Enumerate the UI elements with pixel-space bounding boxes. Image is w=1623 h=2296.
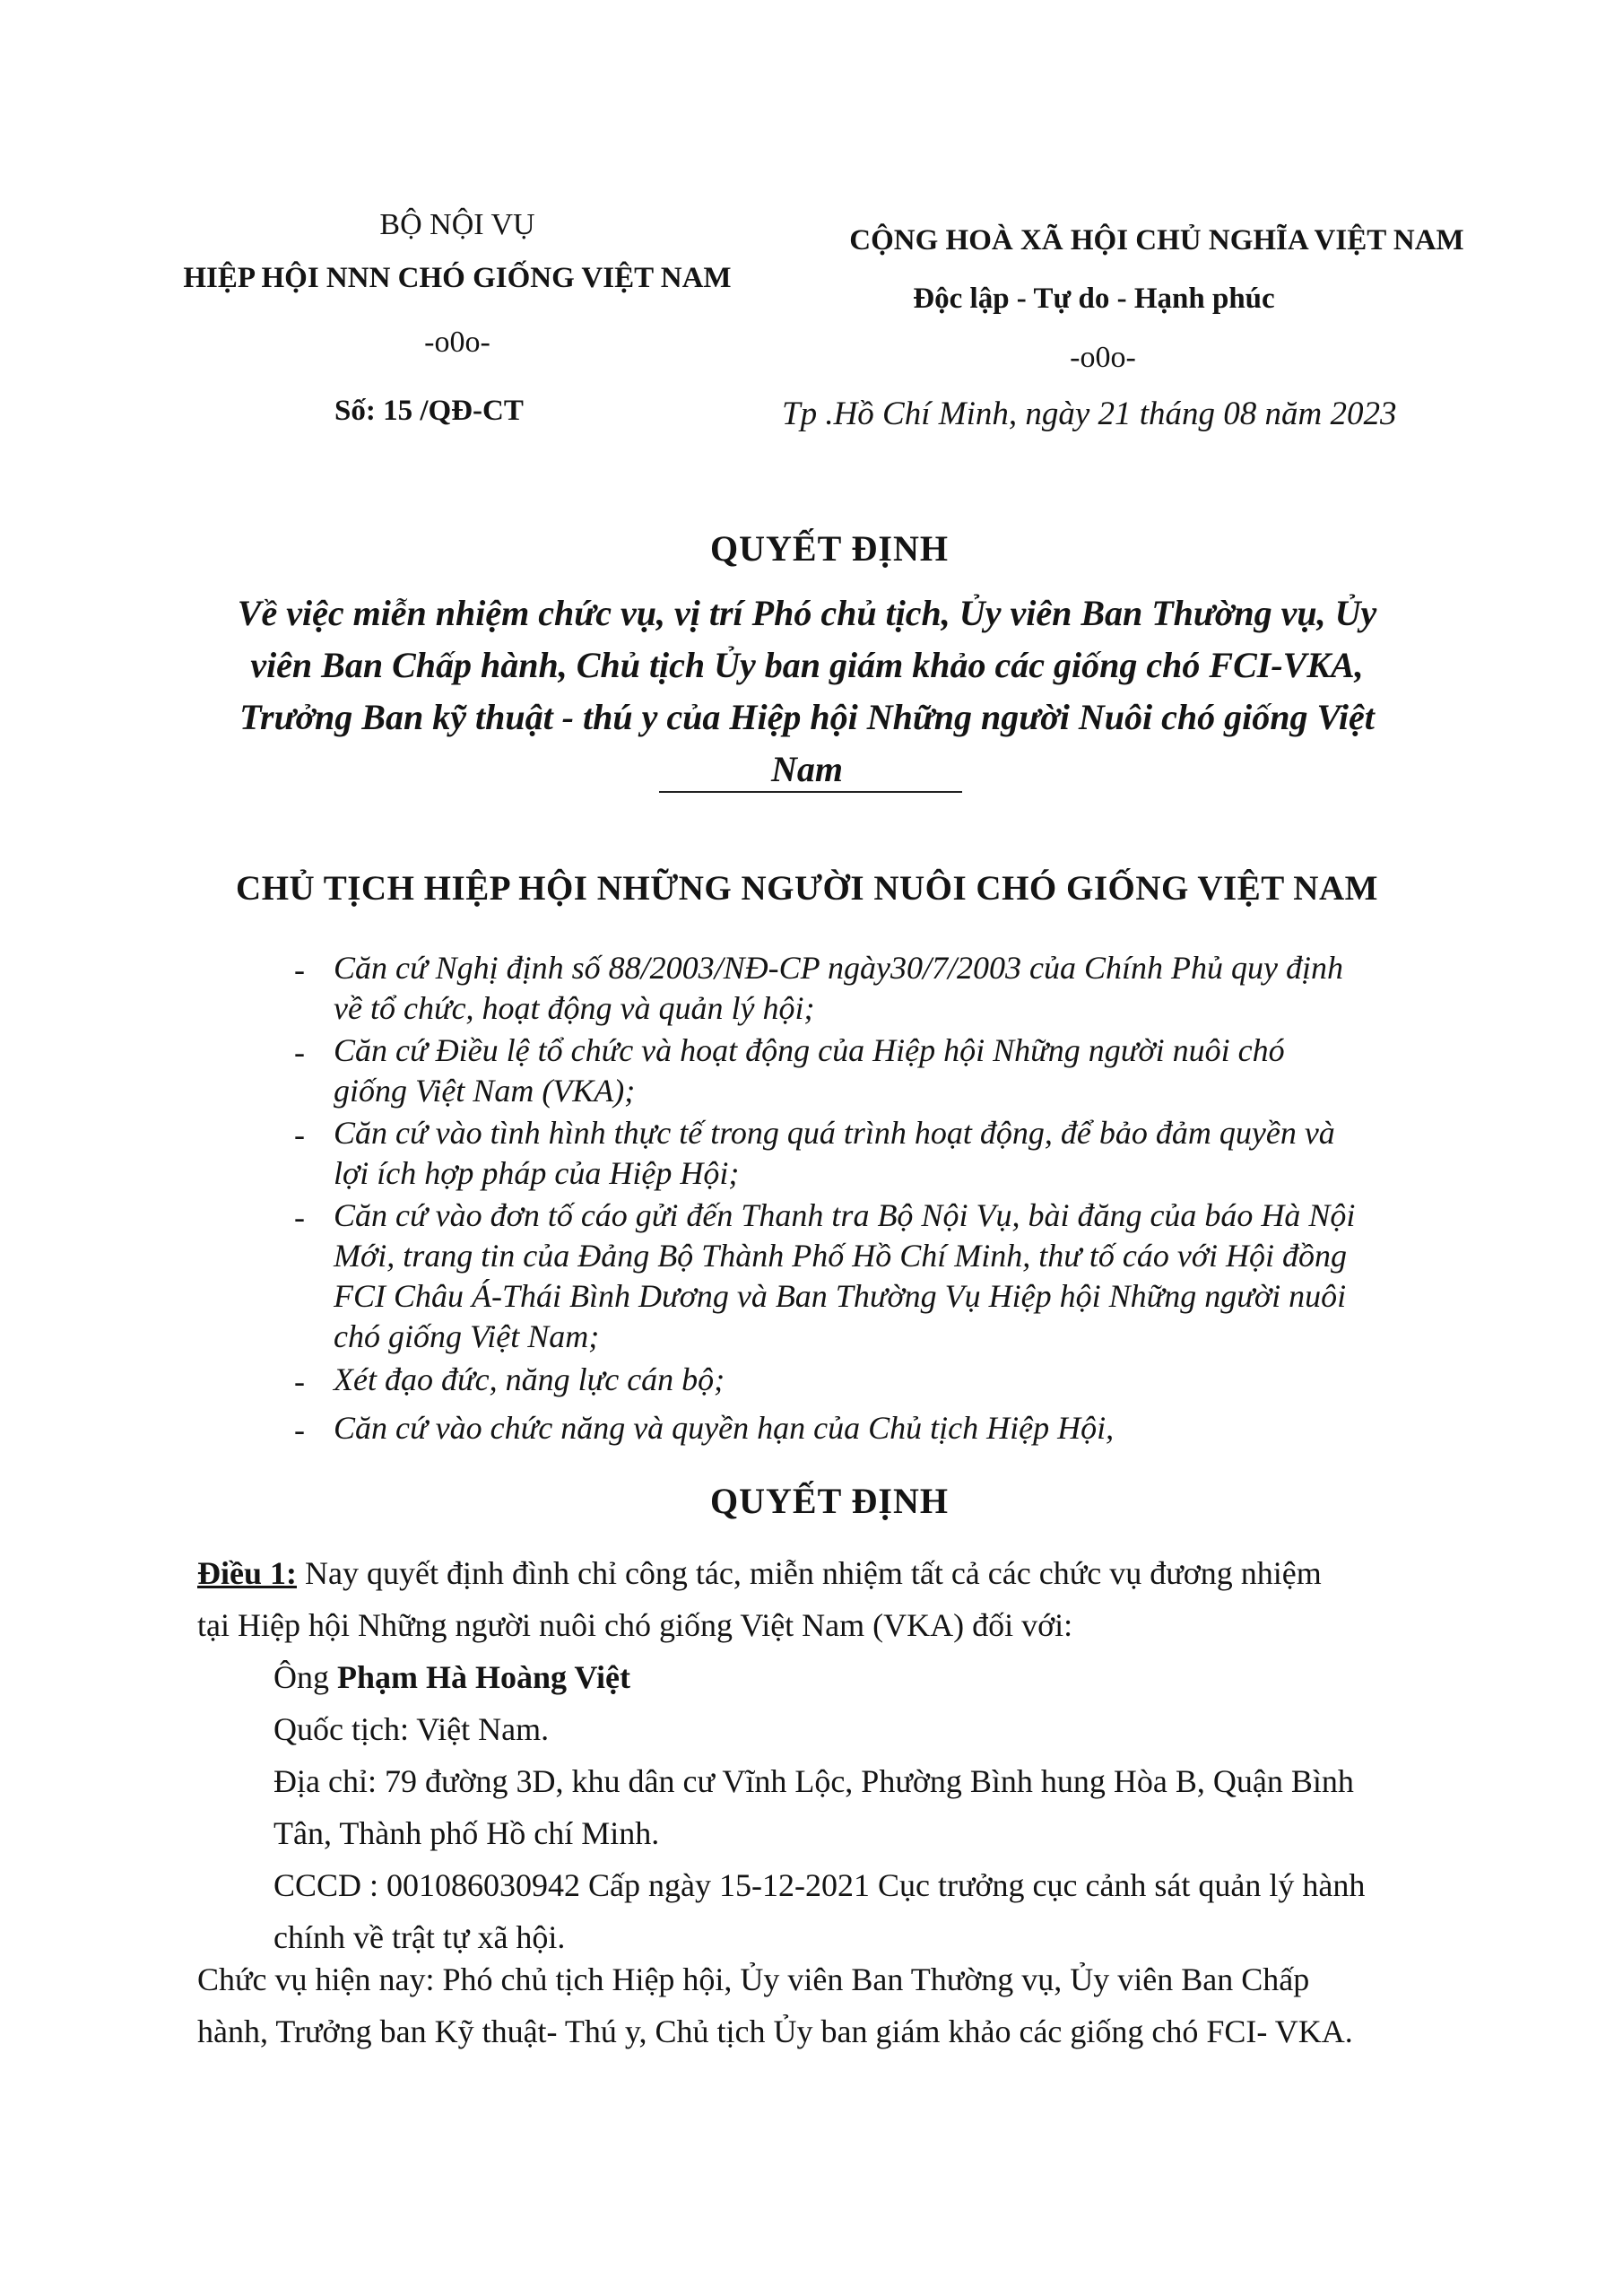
- basis-line: Căn cứ vào chức năng và quyền hạn của Chủ tịch Hiệp Hội,: [334, 1410, 1115, 1446]
- person-line: [273, 1651, 1365, 1703]
- issuing-authority: CHỦ TỊCH HIỆP HỘI NHỮNG NGƯỜI NUÔI CHÓ GIỐNG VIỆT NAM: [236, 869, 1378, 908]
- basis-item: [334, 1113, 1335, 1194]
- article-1-label: Điều 1:: [197, 1555, 297, 1591]
- list-dash: -: [294, 952, 305, 987]
- position-line: Chức vụ hiện nay: Phó chủ tịch Hiệp hội, Ủy viên Ban Thường vụ, Ủy viên Ban Chấp: [197, 1961, 1310, 1997]
- national-motto: Độc lập - Tự do - Hạnh phúc: [913, 283, 1275, 315]
- person-prefix: Ông: [273, 1659, 337, 1695]
- right-separator: -o0o-: [1070, 341, 1136, 374]
- id-line: chính về trật tự xã hội.: [273, 1919, 566, 1955]
- list-dash: -: [294, 1034, 305, 1070]
- nationality: Quốc tịch: Việt Nam.: [273, 1711, 550, 1747]
- basis-line: Mới, trang tin của Đảng Bộ Thành Phố Hồ Chí Minh, thư tố cáo với Hội đồng: [334, 1238, 1348, 1274]
- basis-item: [334, 1196, 1355, 1357]
- subject-line: viên Ban Chấp hành, Chủ tịch Ủy ban giám khảo các giống chó FCI-VKA,: [250, 645, 1364, 685]
- basis-line: FCI Châu Á-Thái Bình Dương và Ban Thường Vụ Hiệp hội Những người nuôi: [334, 1278, 1347, 1314]
- country-name: CỘNG HOÀ XÃ HỘI CHỦ NGHĨA VIỆT NAM: [849, 224, 1464, 257]
- basis-line: Xét đạo đức, năng lực cán bộ;: [334, 1361, 725, 1397]
- current-position: [197, 1953, 1353, 2057]
- address-line: Địa chỉ: 79 đường 3D, khu dân cư Vĩnh Lộc, Phường Bình hung Hòa B, Quận Bình: [273, 1763, 1354, 1799]
- list-dash: -: [294, 1117, 305, 1152]
- basis-line: giống Việt Nam (VKA);: [334, 1073, 636, 1109]
- subject-line: Trưởng Ban kỹ thuật - thú y của Hiệp hội Những người Nuôi chó giống Việt: [239, 697, 1375, 737]
- basis-item: [334, 1408, 1114, 1448]
- article-1-line: tại Hiệp hội Những người nuôi chó giống Việt Nam (VKA) đối với:: [197, 1607, 1073, 1643]
- article-1-line: [197, 1547, 1322, 1599]
- basis-line: lợi ích hợp pháp của Hiệp Hội;: [334, 1155, 740, 1191]
- basis-line: về tổ chức, hoạt động và quản lý hội;: [334, 990, 815, 1026]
- subject-line: Nam: [771, 749, 843, 789]
- person-details: [273, 1651, 1365, 1963]
- decision-heading: QUYẾT ĐỊNH: [710, 1481, 949, 1521]
- ministry-name: BỘ NỘI VỤ: [379, 208, 535, 241]
- document-number: Số: 15 /QĐ-CT: [334, 395, 524, 427]
- subject-line: Về việc miễn nhiệm chức vụ, vị trí Phó chủ tịch, Ủy viên Ban Thường vụ, Ủy: [237, 593, 1377, 633]
- basis-item: [334, 1360, 725, 1400]
- association-name: HIỆP HỘI NNN CHÓ GIỐNG VIỆT NAM: [183, 262, 732, 294]
- basis-line: Căn cứ Nghị định số 88/2003/NĐ-CP ngày30/7/2003 của Chính Phủ quy định: [334, 950, 1343, 986]
- basis-line: chó giống Việt Nam;: [334, 1318, 600, 1354]
- position-line: hành, Trưởng ban Kỹ thuật- Thú y, Chủ tịch Ủy ban giám khảo các giống chó FCI- VKA.: [197, 2013, 1353, 2049]
- article-1: [197, 1547, 1322, 1651]
- basis-line: Căn cứ Điều lệ tổ chức và hoạt động của Hiệp hội Những người nuôi chó: [334, 1032, 1285, 1068]
- basis-line: Căn cứ vào tình hình thực tế trong quá trình hoạt động, để bảo đảm quyền và: [334, 1115, 1335, 1151]
- basis-item: [334, 1031, 1285, 1111]
- basis-line: Căn cứ vào đơn tố cáo gửi đến Thanh tra Bộ Nội Vụ, bài đăng của báo Hà Nội: [334, 1197, 1356, 1233]
- left-separator: -o0o-: [424, 326, 490, 359]
- list-dash: -: [294, 1363, 305, 1399]
- id-line: CCCD : 001086030942 Cấp ngày 15-12-2021 Cục trưởng cục cảnh sát quản lý hành: [273, 1867, 1366, 1903]
- title-underline: [659, 791, 962, 793]
- article-1-text: Nay quyết định đình chỉ công tác, miễn nhiệm tất cả các chức vụ đương nhiệm: [297, 1555, 1322, 1591]
- place-date: Tp .Hồ Chí Minh, ngày 21 tháng 08 năm 2023: [782, 396, 1397, 432]
- address-line: Tân, Thành phố Hồ chí Minh.: [273, 1815, 660, 1851]
- document-subject: [179, 587, 1435, 796]
- basis-item: [334, 948, 1343, 1029]
- list-dash: -: [294, 1412, 305, 1448]
- person-name: Phạm Hà Hoàng Việt: [337, 1659, 631, 1695]
- document-title: QUYẾT ĐỊNH: [710, 528, 949, 569]
- list-dash: -: [294, 1199, 305, 1235]
